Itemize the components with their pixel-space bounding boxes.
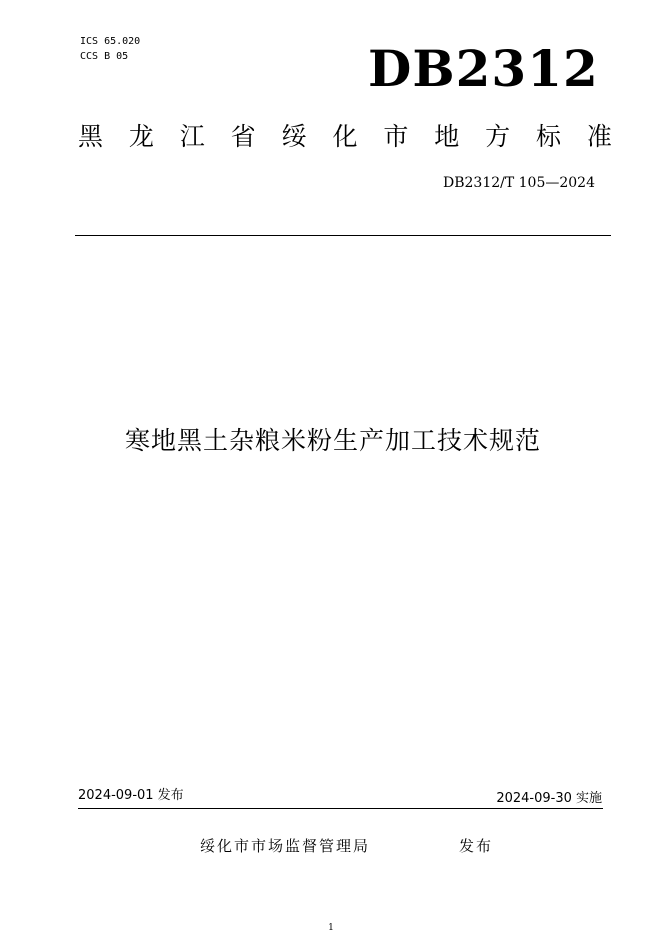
header-divider [75, 235, 611, 236]
ics-code: ICS 65.020 [80, 36, 141, 47]
document-code: DB2312 [368, 39, 599, 98]
standard-type-char: 标 [536, 122, 562, 151]
standard-type-char: 化 [332, 122, 358, 151]
standard-type-char: 方 [485, 122, 511, 151]
standard-type-char: 黑 [78, 122, 104, 151]
document-title: 寒地黑土杂粮米粉生产加工技术规范 [124, 426, 541, 455]
standard-type-char: 绥 [281, 122, 307, 151]
issuing-verb: 发布 [459, 837, 494, 855]
footer-divider [78, 808, 603, 809]
standard-number: DB2312/T 105—2024 [443, 175, 595, 191]
issue-date: 2024-09-01 发布 [78, 788, 184, 803]
standard-type-char: 市 [383, 122, 409, 151]
standard-type-char: 江 [179, 122, 205, 151]
ccs-code: CCS B 05 [80, 51, 129, 62]
standard-type-char: 地 [434, 122, 460, 151]
issuing-authority: 绥化市市场监督管理局 [200, 837, 371, 855]
classification-codes [80, 34, 140, 64]
standard-type-char: 准 [586, 122, 612, 151]
standard-type-heading [78, 120, 612, 154]
page-number: 1 [328, 923, 334, 933]
implementation-date: 2024-09-30 实施 [496, 791, 602, 806]
standard-type-char: 省 [230, 122, 256, 151]
standard-type-char: 龙 [128, 122, 154, 151]
